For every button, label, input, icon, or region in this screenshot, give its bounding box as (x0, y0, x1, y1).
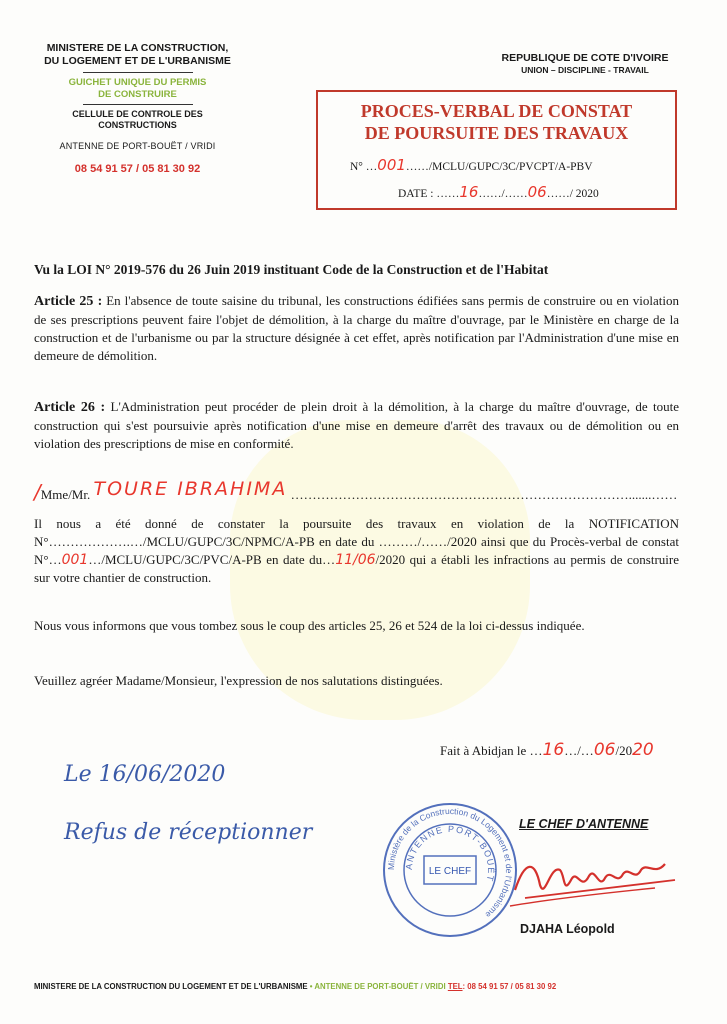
article-26 (34, 398, 679, 453)
handwritten-fait-year: 20 (632, 740, 654, 760)
footer-antenne: ANTENNE DE PORT-BOUËT / VRIDI (314, 982, 446, 991)
place-date-line: Fait à Abidjan le …16…/…06/2020 (440, 740, 654, 760)
articles-notice: Nous vous informons que vous tombez sous le coup des articles 25, 26 et 524 de la loi ci-dessus indiquée. (34, 618, 585, 633)
stamp-ring-text: Ministère de la Construction du Logement et de l'Urbanisme (385, 805, 515, 921)
handwritten-day: 16 (459, 183, 479, 201)
header-phone: 08 54 91 57 / 05 81 30 92 (74, 163, 201, 175)
header-right (470, 52, 700, 75)
handwritten-fait-month: 06 (593, 740, 616, 760)
article-25-text: En l'absence de toute saisine du tribunal, les constructions édifiées sans permis de construire ou en violation de ses prescriptions peuvent faire l'objet de démolition, à la charge du maître d'ouvrage, par le Ministère en charge de la construction et de l'urbanisme ou par la structure désignée à cet effet, après notification par l'Administration d'une mise en demeure de démolition. (34, 293, 679, 363)
antenne-name: ANTENNE DE PORT-BOUËT / VRIDI (59, 141, 216, 151)
stamp-center-text: LE CHEF (428, 866, 472, 877)
notification-paragraph: Il nous a été donné de constater la poursuite des travaux en violation de la NOTIFICATION N°……………….…/MCLU/GUPC/3C/NPMC/A-PB en date du ………/……/2020 ainsi que du Procès-verbal de constat N°…001…/MCLU/GUPC/3C/PVC/A-PB en date du…11/06/2020 qui a établi les infractions au permis de construire sur votre chantier de construction. (34, 516, 680, 585)
closing-salutation: Veuillez agréer Madame/Monsieur, l'expression de nos salutations distinguées. (34, 673, 443, 688)
handwritten-pv-date: 11/06 (335, 552, 376, 568)
official-stamp (380, 800, 520, 940)
article-26-text: L'Administration peut procéder de plein droit à la démolition, à la charge du maître d'ouvrage, de toute construction qui s'est poursuivie après notification d'une mise en demeure d'arrêt des travaux ou de démolition ou en violation des prescriptions de mise en conformité. (34, 399, 679, 451)
handwritten-note-refusal: Refus de réceptionner (64, 820, 313, 845)
handwritten-slash-mark: / (34, 480, 41, 504)
ministry-name: MINISTERE DE LA CONSTRUCTION, DU LOGEMENT ET DE L'URBANISME (44, 42, 231, 67)
header-left (20, 42, 255, 175)
article-25 (34, 292, 679, 365)
document-date: DATE : ……16……/……06……/ 2020 (398, 183, 599, 201)
signatory-title: LE CHEF D'ANTENNE (519, 817, 649, 831)
recipient-line: /Mme/Mr. TOURE IBRAHIMA …………………………………………………………………….......…… (34, 478, 678, 504)
republic-name: REPUBLIQUE DE COTE D'IVOIRE (501, 52, 669, 64)
divider (83, 72, 193, 73)
title-box (316, 90, 677, 210)
footer-tel-label: TEL (447, 982, 463, 991)
handwritten-note-date: Le 16/06/2020 (64, 762, 226, 787)
republic-motto: UNION – DISCIPLINE - TRAVAIL (521, 65, 649, 75)
article-25-label: Article 25 : (34, 294, 103, 309)
divider (83, 104, 193, 105)
recipient-label: Mme/Mr. (40, 487, 91, 502)
guichet-name: GUICHET UNIQUE DU PERMIS DE CONSTRUIRE (68, 77, 207, 100)
legal-reference: Vu la LOI N° 2019-576 du 26 Juin 2019 instituant Code de la Construction et de l'Habitat (34, 262, 549, 277)
footer-tel-value: : 08 54 91 57 / 05 81 30 92 (462, 982, 557, 991)
stamp-inner-text: ANTENNE PORT-BOUËT (403, 823, 497, 884)
handwritten-pv-number: 001 (61, 552, 89, 568)
signature (505, 840, 680, 920)
footer: MINISTERE DE LA CONSTRUCTION DU LOGEMENT ET DE L'URBANISME • ANTENNE DE PORT-BOUËT / VRIDI TEL: 08 54 91 57 / 05 81 30 92 (34, 982, 557, 991)
handwritten-month: 06 (527, 183, 547, 201)
handwritten-number: 001 (377, 156, 406, 174)
cellule-name: CELLULE DE CONTROLE DES CONSTRUCTIONS (72, 109, 203, 130)
footer-ministry: MINISTERE DE LA CONSTRUCTION DU LOGEMENT ET DE L'URBANISME (34, 982, 308, 991)
document-number: N° …001……/MCLU/GUPC/3C/PVCPT/A-PBV (350, 156, 593, 174)
article-26-label: Article 26 : (34, 400, 106, 415)
signatory-name: DJAHA Léopold (520, 922, 615, 936)
document-title: PROCES-VERBAL DE CONSTAT DE POURSUITE DES TRAVAUX (360, 101, 633, 143)
handwritten-fait-day: 16 (542, 740, 565, 760)
recipient-name: TOURE IBRAHIMA (93, 478, 288, 500)
